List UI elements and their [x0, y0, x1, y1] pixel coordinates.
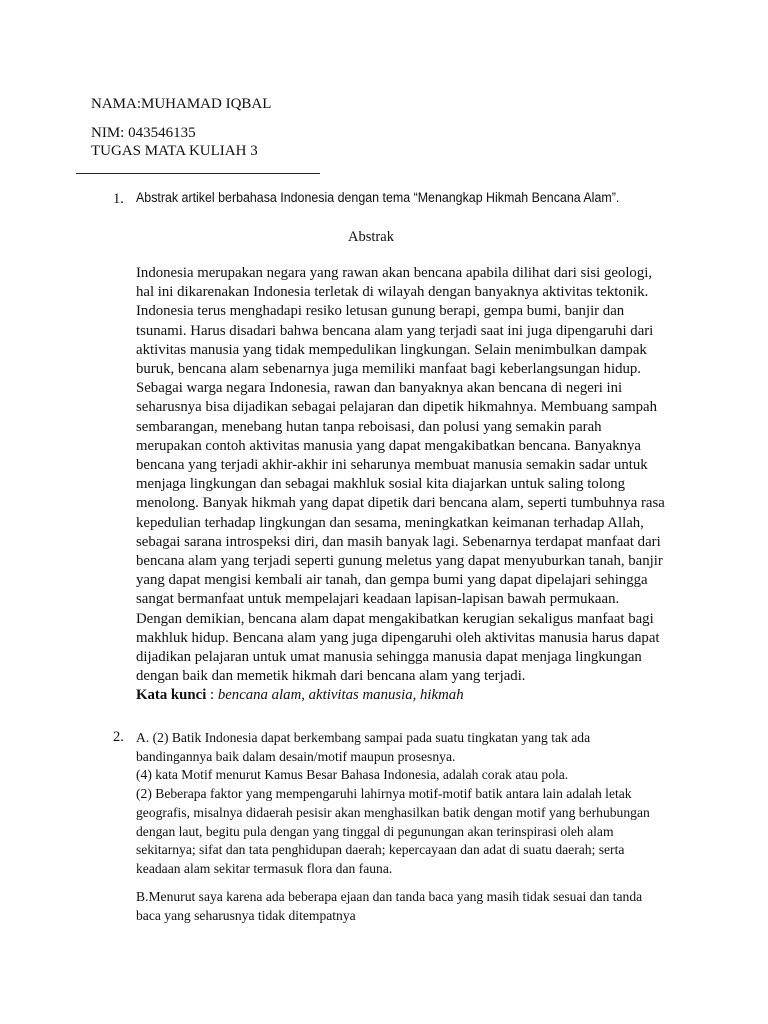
- abstract-body: [136, 264, 676, 706]
- answer-line: B.Menurut saya karena ada beberapa ejaan dan tanda baca yang masih tidak sesuai dan tanda: [136, 889, 643, 904]
- answer-line: dengan laut, begitu pula dengan yang tinggal di pegunungan akan terinspirasi oleh alam: [136, 823, 614, 839]
- abstract-line: tsunami. Harus disadari bahwa bencana alam yang terjadi saat ini juga dipengaruhi dari: [136, 322, 654, 339]
- question-1-number: 1.: [113, 191, 124, 207]
- student-name: NAMA:MUHAMAD IQBAL: [91, 96, 272, 112]
- question-2-number: 2.: [113, 729, 124, 745]
- abstract-line: aktivitas manusia yang tidak mempedulikan lingkungan. Selain menimbulkan dampak: [136, 341, 647, 358]
- abstract-line: bencana yang terjadi akhir-akhir ini seharunya membuat manusia semakin sadar untuk: [136, 457, 648, 474]
- answer-line: bandingannya baik dalam desain/motif maupun prosesnya.: [136, 748, 456, 764]
- abstract-line: sembarangan, menebang hutan tanpa reboisasi, dan polusi yang semakin parah: [136, 418, 602, 435]
- answer-line: baca yang seharusnya tidak ditempatnya: [136, 907, 356, 923]
- answer-line: A. (2) Batik Indonesia dapat berkembang sampai pada suatu tingkatan yang tak ada: [136, 730, 591, 745]
- abstract-line: yang dapat mengisi kembali air tanah, dan gempa bumi yang dapat dipelajari sehingga: [136, 572, 648, 589]
- task-title: TUGAS MATA KULIAH 3: [91, 143, 258, 159]
- abstract-line: Indonesia terus menghadapi resiko letusan gunung berapi, gempa bumi, banjir dan: [136, 303, 625, 320]
- abstract-line: buruk, bencana alam sebenarnya juga memiliki manfaat bagi keberlangsungan hidup.: [136, 361, 641, 378]
- abstract-title-row: [0, 229, 768, 246]
- answer-line: (2) Beberapa faktor yang mempengaruhi lahirnya motif-motif batik antara lain adalah letak: [136, 786, 632, 802]
- answer-line: (4) kata Motif menurut Kamus Besar Bahasa Indonesia, adalah corak atau pola.: [136, 767, 569, 783]
- keywords-label: Kata kunci: [136, 687, 207, 704]
- student-nim: NIM: 043546135: [91, 125, 196, 141]
- abstract-line: hal ini dikarenakan Indonesia terletak di wilayah dengan banyaknya aktivitas tektonik.: [136, 284, 649, 301]
- question-2-part-a: [136, 729, 696, 879]
- abstract-line: Indonesia merupakan negara yang rawan akan bencana apabila dilihat dari sisi geologi,: [136, 265, 653, 281]
- abstract-line: merupakan contoh aktivitas manusia yang dapat mengakibatkan bencana. Banyaknya: [136, 437, 641, 454]
- abstract-line: sebagai sarana introspeksi diri, dan masih banyak lagi. Sebenarnya terdapat manfaat dari: [136, 533, 661, 550]
- abstract-line: Sebagai warga negara Indonesia, rawan dan banyaknya akan bencana di negeri ini: [136, 380, 623, 397]
- abstract-line: dengan baik dan memetik hikmah dari bencana alam yang terjadi.: [136, 668, 526, 685]
- question-2-part-b: [136, 888, 696, 925]
- answer-line: geografis, misalnya didaerah pesisir akan menghasilkan batik dengan motif yang berhubungan: [136, 804, 650, 820]
- abstract-line: sangat bermanfaat untuk mempelajari keadaan lapisan-lapisan bawah permukaan.: [136, 591, 620, 608]
- answer-line: sekitarnya; sifat dan tata penghidupan daerah; kepercayaan dan adat di suatu daerah; serta: [136, 842, 625, 858]
- abstract-line: dijadikan pelajaran untuk umat manusia sehingga manusia dapat menjaga lingkungan: [136, 649, 642, 666]
- abstract-line: seharusnya bisa dijadikan sebagai pelajaran dan dipetik hikmahnya. Membuang sampah: [136, 399, 658, 416]
- keywords-line: [136, 686, 676, 705]
- keywords-separator: :: [206, 687, 218, 704]
- abstract-line: makhluk hidup. Bencana alam yang juga dipengaruhi oleh aktivitas manusia harus dapat: [136, 629, 660, 646]
- keywords-value: bencana alam, aktivitas manusia, hikmah: [217, 687, 464, 704]
- question-1-text: Abstrak artikel berbahasa Indonesia dengan tema “Menangkap Hikmah Bencana Alam”.: [136, 190, 620, 205]
- abstract-line: bencana alam yang terjadi seperti gunung meletus yang dapat menyuburkan tanah, banjir: [136, 553, 663, 570]
- abstract-line: menjaga lingkungan dan sebagai makhluk sosial kita diajarkan untuk saling tolong: [136, 476, 626, 493]
- header-divider: [76, 173, 320, 174]
- abstract-title: Abstrak: [348, 229, 394, 245]
- answer-line: keadaan alam sekitar termasuk flora dan fauna.: [136, 860, 393, 876]
- abstract-line: menolong. Banyak hikmah yang dapat dipetik dari bencana alam, seperti tumbuhnya rasa: [136, 495, 665, 512]
- abstract-line: Dengan demikian, bencana alam dapat mengakibatkan kerugian sekaligus manfaat bagi: [136, 610, 654, 627]
- abstract-line: kepedulian terhadap lingkungan dan sesama, meningkatkan keimanan terhadap Allah,: [136, 514, 644, 531]
